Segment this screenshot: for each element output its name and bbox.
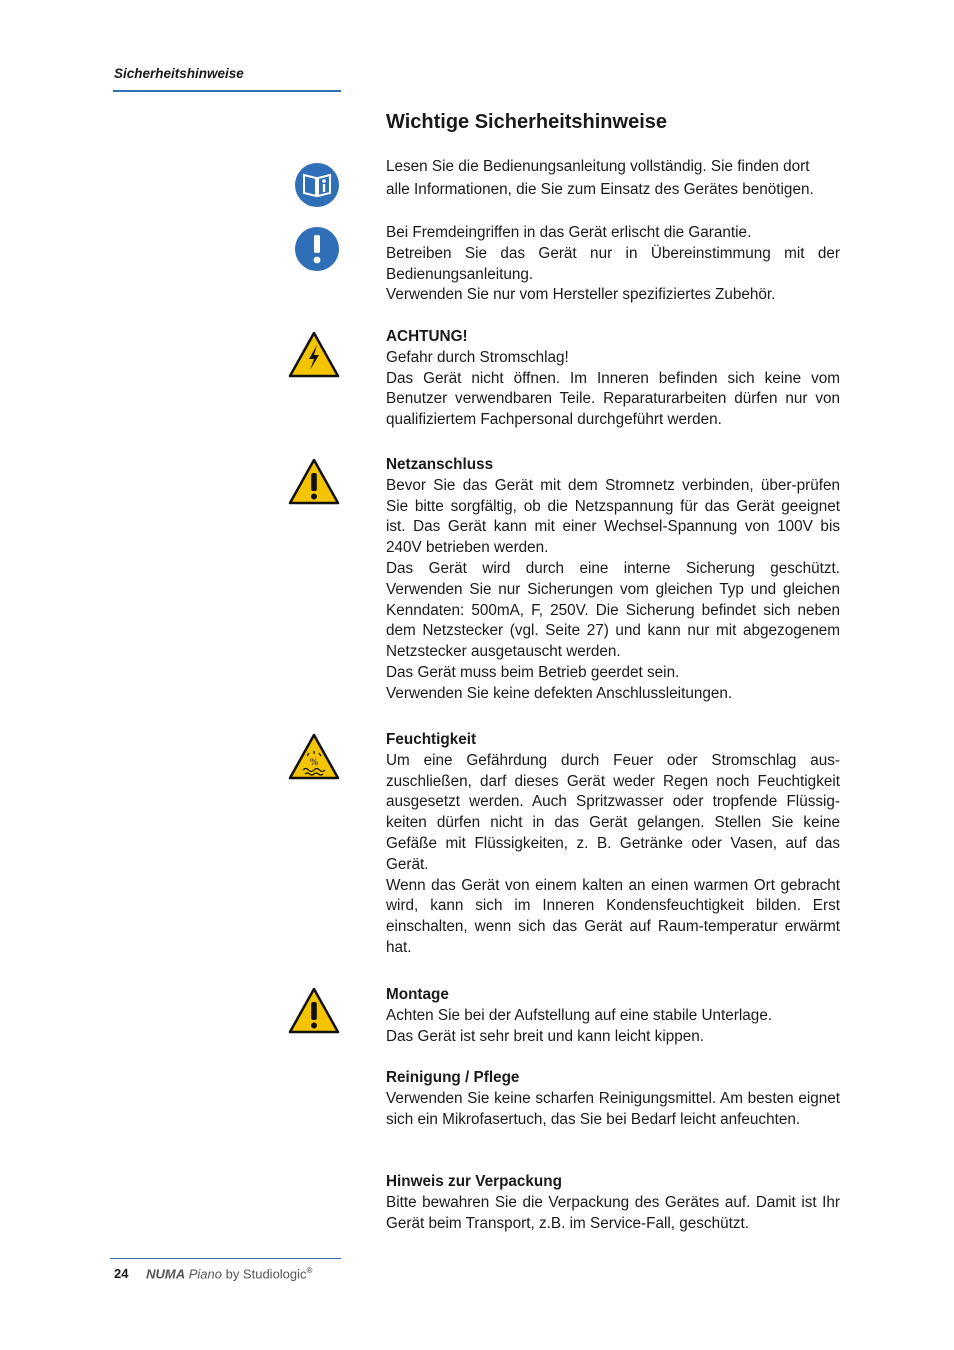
warranty-line-1: Bei Fremdeingriffen in das Gerät erlischt die Garantie. <box>386 224 752 241</box>
footer <box>114 1266 312 1281</box>
netzanschluss-paragraph-1: Bevor Sie das Gerät mit dem Stromnetz verbinden, über-prüfen Sie bitte sorgfältig, ob die Netzspannung für das Gerät geeignet ist. Das Gerät kann mit einer Wechsel-Spannung von 100V bis 240V betrieben werden. <box>386 476 840 557</box>
reinigung-heading: Reinigung / Pflege <box>386 1069 520 1086</box>
footer-by: by Studiologic <box>225 1266 307 1282</box>
section-label: Sicherheitshinweise <box>114 66 244 81</box>
page-number: 24 <box>114 1266 129 1282</box>
netzanschluss-paragraph-3: Das Gerät muss beim Betrieb geerdet sein. <box>386 663 680 681</box>
general-warning-icon <box>288 986 340 1036</box>
electric-hazard-icon <box>288 330 340 380</box>
achtung-line-2: Das Gerät nicht öffnen. Im Inneren befinden sich keine vom Benutzer verwendbaren Teile. Reparaturarbeiten dürfen nur von qualifiziertem Fachpersonal durchgeführt werden. <box>386 369 840 429</box>
montage-section <box>386 985 840 1047</box>
info-manual-icon <box>291 159 343 209</box>
registered-mark: ® <box>306 1266 313 1275</box>
montage-heading: Montage <box>386 986 449 1003</box>
reinigung-paragraph-1: Verwenden Sie keine scharfen Reinigungsmittel. Am besten eignet sich ein Mikrofasertuch, das Sie bei Bedarf leicht anfeuchten. <box>386 1089 840 1128</box>
svg-text:%: % <box>309 758 319 768</box>
verpackung-section <box>386 1172 840 1234</box>
verpackung-heading: Hinweis zur Verpackung <box>386 1173 562 1190</box>
footer-model: Piano <box>188 1266 222 1282</box>
manual-section <box>386 157 840 201</box>
feuchtigkeit-section <box>386 730 840 959</box>
warranty-line-3: Verwenden Sie nur vom Hersteller spezifiziertes Zubehör. <box>386 286 776 304</box>
netzanschluss-section <box>386 455 840 705</box>
reinigung-section <box>386 1068 840 1130</box>
general-warning-icon <box>288 457 340 507</box>
netzanschluss-paragraph-4: Verwenden Sie keine defekten Anschlussleitungen. <box>386 684 733 702</box>
footer-brand: NUMA <box>146 1266 186 1282</box>
footer-rule <box>110 1258 341 1259</box>
achtung-line-1: Gefahr durch Stromschlag! <box>386 348 569 366</box>
feuchtigkeit-paragraph-2: Wenn das Gerät von einem kalten an einen warmen Ort gebracht wird, kann sich im Inneren Kondensfeuchtigkeit bilden. Erst einschalten, wenn sich das Gerät auf Raum-temperatur erwärmt hat. <box>386 876 840 956</box>
montage-line-1: Achten Sie bei der Aufstellung auf eine stabile Unterlage. <box>386 1006 773 1024</box>
exclamation-icon <box>291 223 343 273</box>
page-title: Wichtige Sicherheitshinweise <box>386 111 668 133</box>
feuchtigkeit-heading: Feuchtigkeit <box>386 731 477 748</box>
netzanschluss-paragraph-2: Das Gerät wird durch eine interne Sicherung geschützt. Verwenden Sie nur Sicherungen vom gleichen Typ und gleichen Kenndaten: 500mA, F, 250V. Die Sicherung befindet sich neben dem Netzstecker (vgl. Seite 27) und kann nur mit abgezogenem Netzstecker ausgetauscht werden. <box>386 559 840 661</box>
feuchtigkeit-paragraph-1: Um eine Gefährdung durch Feuer oder Stromschlag aus-zuschließen, darf dieses Gerät weder Regen noch Feuchtigkeit ausgesetzt werden. Auch Spritzwasser oder tropfende Flüssig-keiten dürfen nicht in das Gerät gelangen. Stellen Sie keine Gefäße mit Flüssigkeiten, z. B. Getränke oder Vasen, auf das Gerät. <box>386 751 840 873</box>
warranty-line-2: Betreiben Sie das Gerät nur in Übereinstimmung mit der Bedienungsanleitung. <box>386 244 840 283</box>
manual-line-1: Lesen Sie die Bedienungsanleitung vollständig. Sie finden dort <box>386 158 810 175</box>
warranty-section <box>386 223 840 306</box>
achtung-heading: ACHTUNG! <box>386 328 468 345</box>
header-rule <box>113 90 341 92</box>
netzanschluss-heading: Netzanschluss <box>386 456 494 473</box>
manual-line-2: alle Informationen, die Sie zum Einsatz des Gerätes benötigen. <box>386 180 814 198</box>
montage-line-2: Das Gerät ist sehr breit und kann leicht kippen. <box>386 1027 705 1045</box>
achtung-section <box>386 327 840 431</box>
moisture-hazard-icon <box>288 732 340 782</box>
verpackung-paragraph-1: Bitte bewahren Sie die Verpackung des Gerätes auf. Damit ist Ihr Gerät beim Transport, z.B. im Service-Fall, geschützt. <box>386 1193 840 1232</box>
